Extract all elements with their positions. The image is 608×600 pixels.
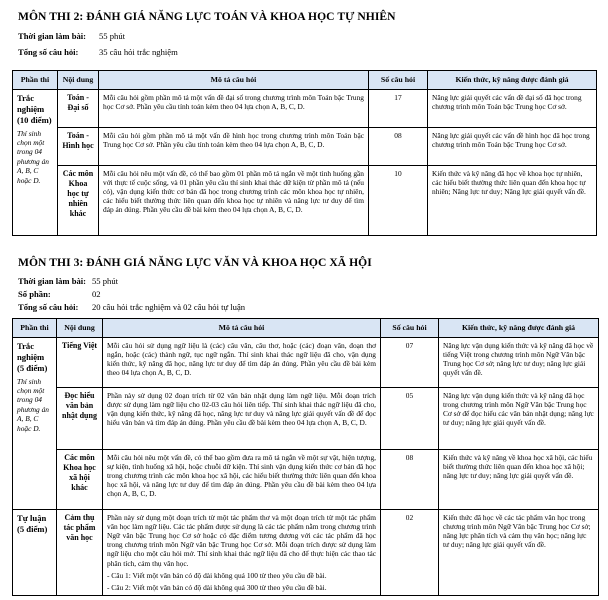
header-skills: Kiến thức, kỹ năng được đánh giá [428,71,597,90]
table-row [13,450,599,510]
exam3-total-value: 20 câu hỏi trắc nghiệm và 02 câu hỏi tự luận [92,302,246,312]
header-section: Phần thi [13,319,57,338]
description-cell: Mỗi câu hỏi gồm phần mô tả một vấn đề đại số trong chương trình môn Toán bậc Trung học Cơ sở. Phần yêu cầu tính toán kèm theo 04 lựa chọn A, B, C, D. [99,90,369,128]
essay-question-1: - Câu 1: Viết một văn bản có độ dài không quá 100 từ theo yêu cầu đề bài. [107,570,327,580]
exam2-table [12,70,597,236]
section-name: Trắc nghiệm (5 điểm) [17,341,48,374]
subject-cell: Cảm thụ tác phẩm văn học [57,510,103,596]
skills-cell: Kiến thức đã học về các tác phẩm văn học trong chương trình môn Ngữ Văn bậc Trung học Cơ sở; năng lực phân tích và cảm thụ văn học; năng lực tư duy; năng lực giải quyết vấn đề. [439,510,599,596]
header-description: Mô tả câu hỏi [103,319,381,338]
count-cell: 08 [381,450,439,510]
table-row [13,166,597,236]
exam2-title: MÔN THI 2: ĐÁNH GIÁ NĂNG LỰC TOÁN VÀ KHOA HỌC TỰ NHIÊN [18,10,396,23]
header-skills: Kiến thức, kỹ năng được đánh giá [439,319,599,338]
skills-cell: Kiến thức và kỹ năng về khoa học xã hội, các hiểu biết thường thức liên quan đến khoa học xã hội; năng lực tư duy; năng lực giải quyết vấn đề. [439,450,599,510]
exam3-time-value: 55 phút [92,276,119,286]
subject-cell: Toán - Hình học [58,128,99,166]
table-row [13,90,597,128]
exam3-header-row [13,319,599,338]
description-cell: Phần này sử dụng 02 đoạn trích từ 02 văn bản nhật dụng làm ngữ liệu. Mỗi đoạn trích được sử dụng làm ngữ liệu cho 02-03 câu hỏi liên tiếp. Thí sinh khai thác ngữ liệu đã cho, vận dụng kiến thức, kỹ năng đã học, năng lực tư duy và năng lực giải quyết vấn đề để đọc hiểu văn bản và tìm đáp án đúng. Phần yêu cầu đề bài kèm theo 04 lựa chọn A, B, C, D. [103,388,381,450]
description-cell: Mỗi câu hỏi nêu một vấn đề, có thể bao gồm đưa ra mô tả ngắn về một sự vật, hiện tượng, sự kiện, tình huống xã hội, hoặc chuỗi dữ kiện. Thí sinh vận dụng kiến thức cơ bản đã học trong chương trình các môn khoa học xã hội, các hiểu biết thường thức liên quan đến khoa học xã hội, và năng lực tư duy để tìm đáp án đúng. Phần yêu cầu đề bài kèm theo 04 lựa chọn A, B, C, D. [103,450,381,510]
exam2-time-value: 55 phút [99,31,126,41]
header-section: Phần thi [13,71,58,90]
exam3-time-label: Thời gian làm bài: [18,276,87,286]
section-cell [13,510,57,596]
skills-cell: Kiến thức và kỹ năng đã học về khoa học tự nhiên, các hiểu biết thường thức liên quan đến khoa học tự nhiên; Năng lực tư duy; Năng lực giải quyết vấn đề. [428,166,597,236]
exam3-table [12,318,599,596]
header-content: Nội dung [58,71,99,90]
section-name: Trắc nghiệm (10 điểm) [17,93,52,126]
exam2-total-label: Tổng số câu hỏi: [18,47,79,57]
header-count: Số câu hỏi [369,71,428,90]
exam3-title: MÔN THI 3: ĐÁNH GIÁ NĂNG LỰC VĂN VÀ KHOA HỌC XÃ HỘI [18,256,372,269]
count-cell: 17 [369,90,428,128]
section-name: Tự luận (5 điểm) [17,513,48,535]
count-cell: 05 [381,388,439,450]
section-note: Thí sinh chọn một trong 04 phương án A, B, C hoặc D. [17,128,49,185]
table-row [13,338,599,388]
header-content: Nội dung [57,319,103,338]
table-row [13,128,597,166]
count-cell: 10 [369,166,428,236]
description-cell [103,510,381,596]
description-cell: Mỗi câu hỏi gồm phần mô tả một vấn đề hình học trong chương trình môn Toán bậc Trung học Cơ sở. Phần yêu cầu tính toán kèm theo 04 lựa chọn A, B, C, D. [99,128,369,166]
skills-cell: Năng lực giải quyết các vấn đề hình học đã học trong chương trình môn Toán bậc Trung học Cơ sở. [428,128,597,166]
exam2-total-value: 35 câu hỏi trắc nghiệm [99,47,178,57]
skills-cell: Năng lực vận dụng kiến thức và kỹ năng đã học về tiếng Việt trong chương trình môn Ngữ Văn bậc Trung học Cơ sở; năng lực tư duy; năng lực giải quyết vấn đề. [439,338,599,388]
header-description: Mô tả câu hỏi [99,71,369,90]
exam3-parts-label: Số phần: [18,289,51,299]
description-cell: Mỗi câu hỏi nêu một vấn đề, có thể bao gồm 01 phần mô tả ngắn về một tình huống gần với thực tế cuộc sống, và 01 phần yêu cầu thí sinh khai thác dữ kiện từ phần mô tả (nếu có), vận dụng kiến thức cơ bản đã học trong chương trình các môn khoa học tự nhiên, các hiểu biết thường thức liên quan đến khoa học tự nhiên và năng lực tư duy để tìm đáp án đúng. Phần yêu cầu đề bài kèm theo 04 lựa chọn A, B, C, D. [99,166,369,236]
subject-cell: Toán - Đại số [58,90,99,128]
subject-cell: Các môn Khoa học tự nhiên khác [58,166,99,236]
subject-cell: Các môn Khoa học xã hội khác [57,450,103,510]
section-note: Thí sinh chọn một trong 04 phương án A, B, C hoặc D. [17,376,49,433]
table-row [13,388,599,450]
section-cell [13,338,57,510]
exam3-parts-value: 02 [92,289,101,299]
exam2-time-label: Thời gian làm bài: [18,31,87,41]
subject-cell: Đọc hiểu văn bản nhật dụng [57,388,103,450]
header-count: Số câu hỏi [381,319,439,338]
skills-cell: Năng lực giải quyết các vấn đề đại số đã học trong chương trình môn Toán bậc Trung học Cơ sở. [428,90,597,128]
count-cell: 07 [381,338,439,388]
section-cell [13,90,58,236]
table-row [13,510,599,596]
essay-question-2: - Câu 2: Viết một văn bản có độ dài không quá 300 từ theo yêu cầu đề bài. [107,582,327,592]
description-cell: Mỗi câu hỏi sử dụng ngữ liệu là (các) câu văn, câu thơ, hoặc (các) đoạn văn, đoạn thơ ngắn, hoặc (các) thành ngữ, tục ngữ ngắn. Thí sinh khai thác ngữ liệu đã cho, vận dụng kiến thức, kỹ năng đã học, năng lực tư duy để tìm đáp án đúng. Phần yêu cầu đề bài kèm theo 04 lựa chọn A, B, C, D. [103,338,381,388]
subject-cell: Tiếng Việt [57,338,103,388]
skills-cell: Năng lực vận dụng kiến thức và kỹ năng đã học trong chương trình môn Ngữ Văn bậc Trung học Cơ sở để đọc hiểu các văn bản nhật dụng; năng lực tư duy; năng lực giải quyết vấn đề. [439,388,599,450]
count-cell: 02 [381,510,439,596]
exam2-header-row [13,71,597,90]
count-cell: 08 [369,128,428,166]
exam3-total-label: Tổng số câu hỏi: [18,302,79,312]
essay-description: Phần này sử dụng một đoạn trích từ một tác phẩm thơ và một đoạn trích từ một tác phẩm văn học làm ngữ liệu. Các tác phẩm được sử dụng là các tác phẩm nằm trong chương trình Ngữ văn bậc Trung học Cơ sở hoặc có đặc điểm tương đương với các tác phẩm đã học trong chương trình môn Ngữ văn bậc Trung học Cơ sở. Mỗi đoạn trích được sử dụng làm ngữ liệu cho một câu hỏi mở. Thí sinh khai thác ngữ liệu đã cho để thực hiện các thao tác phân tích, cảm thụ văn học. [107,513,376,568]
